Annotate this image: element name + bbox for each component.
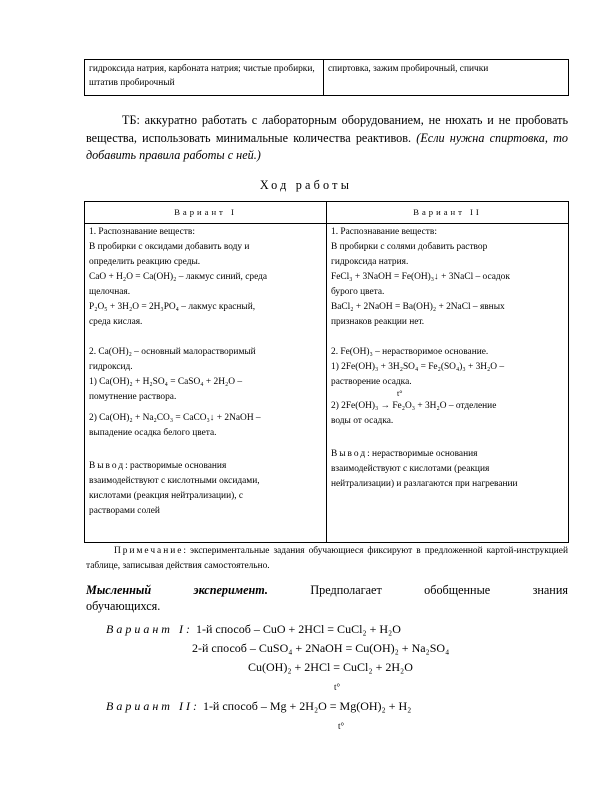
v1-line: щелочная. (89, 287, 131, 297)
variant-2-label: Вариант II: (106, 699, 200, 713)
v1-conclusion (89, 459, 322, 474)
safety-text: ТБ: аккуратно работать с лабораторным оборудованием, не нюхать и не пробовать вещества, использовать минимальные количества реактивов. (86, 113, 568, 145)
equation-line: 2-й способ – CuSO₄ + 2NaOH = Cu(OH)₂ + Na₂SO₄ (192, 641, 450, 655)
thought-word: обобщенные (424, 583, 491, 597)
note-paragraph (86, 544, 568, 574)
heat-mark: t° (338, 721, 345, 731)
v1-line: 1) Ca(OH)₂ + H₂SO₄ = CaSO₄ + 2H₂O – (89, 377, 243, 387)
variant-1-label: Вариант I: (106, 622, 193, 636)
v2-line: BaCl₂ + 2NaOH = Ba(OH)₂ + 2NaCl – явных (331, 302, 505, 312)
heat-mark: t° (334, 682, 341, 692)
equation-text: 1-й способ – Mg + 2H₂O = Mg(OH)₂ + H₂ (202, 699, 412, 713)
v1-line: растворами солей (89, 506, 160, 516)
variant-2-header: Вариант II (327, 202, 569, 224)
safety-paragraph (86, 112, 568, 165)
variant-2-cell (327, 224, 569, 543)
v2-line: 2) 2Fe(OH)₃ → Fe₂O₃ + 3H₂O – отделение (331, 401, 497, 411)
v2-line: взаимодействуют с кислотами (реакция (331, 464, 490, 474)
v2-conclusion-label: Вывод (331, 449, 368, 459)
v2-heat-mark-row (331, 390, 564, 399)
thought-word: эксперимент. (193, 583, 268, 597)
materials-table (84, 59, 569, 96)
v1-line: гидроксид. (89, 362, 133, 372)
note-label: Примечание (114, 546, 184, 556)
variant-2-equation (106, 699, 411, 714)
v2-line: гидроксида натрия. (331, 257, 409, 267)
v2-line: нейтрализации) и разлагаются при нагревании (331, 479, 518, 489)
v1-line: 2) Ca(OH)₂ + Na₂CO₃ = CaCO₃↓ + 2NaOH – (89, 413, 261, 423)
work-table (84, 201, 569, 543)
v1-line: помутнение раствора. (89, 392, 177, 402)
materials-right-cell: спиртовка, зажим пробирочный, спички (324, 60, 569, 96)
v1-line: CaO + H₂O = Ca(OH)₂ – лакмус синий, среда (89, 272, 268, 282)
work-heading: Ход работы (259, 178, 353, 192)
v2-line: воды от осадка. (331, 416, 394, 426)
v1-line: 2. Ca(OH)₂ – основный малорастворимый (89, 347, 256, 357)
heat-mark: t° (397, 389, 403, 398)
v2-line: В пробирки с солями добавить раствор (331, 242, 488, 252)
thought-word: Мысленный (86, 583, 152, 597)
v2-line: растворение осадка. (331, 377, 412, 387)
equation-text: 1-й способ – CuO + 2HCl = CuCl₂ + H₂O (195, 622, 401, 636)
materials-left-cell: гидроксида натрия, карбоната натрия; чистые пробирки, штатив пробирочный (85, 60, 324, 96)
v1-conclusion-text: : растворимые основания (125, 461, 227, 471)
v1-line: выпадение осадка белого цвета. (89, 428, 217, 438)
v1-line: взаимодействуют с кислотными оксидами, (89, 476, 260, 486)
v1-line: определить реакцию среды. (89, 257, 201, 267)
thought-word: знания (532, 583, 568, 597)
safety-note: (Если нужна спиртовка, то добавить правила работы с ней.) (86, 130, 568, 163)
v1-line: В пробирки с оксидами добавить воду и (89, 242, 250, 252)
variant-1-header: Вариант I (85, 202, 327, 224)
thought-experiment-paragraph (86, 582, 568, 614)
v1-line: кислотами (реакция нейтрализации), с (89, 491, 244, 501)
v1-conclusion-label: Вывод (89, 461, 126, 471)
v2-line: 1) 2Fe(OH)₃ + 3H₂SO₄ = Fe₂(SO₄)₃ + 3H₂O – (331, 362, 505, 372)
v1-line: среда кислая. (89, 317, 143, 327)
v2-line: 2. Fe(OH)₃ – нерастворимое основание. (331, 347, 489, 357)
v1-line: 1. Распознавание веществ: (89, 227, 195, 237)
v2-conclusion-text: : нерастворимые основания (367, 449, 478, 459)
variant-1-cell (85, 224, 327, 543)
thought-word: обучающихся. (86, 599, 161, 613)
v2-line: 1. Распознавание веществ: (331, 227, 437, 237)
v2-line: бурого цвета. (331, 287, 385, 297)
thought-word: Предполагает (310, 583, 382, 597)
v2-line: признаков реакции нет. (331, 317, 425, 327)
equation-line: Cu(OH)₂ + 2HCl = CuCl₂ + 2H₂O (248, 660, 413, 674)
v1-line: P₂O₅ + 3H₂O = 2H₃PO₄ – лакмус красный, (89, 302, 256, 312)
variant-1-equation (106, 622, 401, 637)
v2-line: FeCl₃ + 3NaOH = Fe(OH)₃↓ + 3NaCl – осадок (331, 272, 510, 282)
v2-conclusion (331, 447, 564, 462)
note-text: : экспериментальные задания обучающиеся фиксируют в предложенной картой-инструкцией таблице, записывая действия самостоятельно. (86, 546, 568, 571)
